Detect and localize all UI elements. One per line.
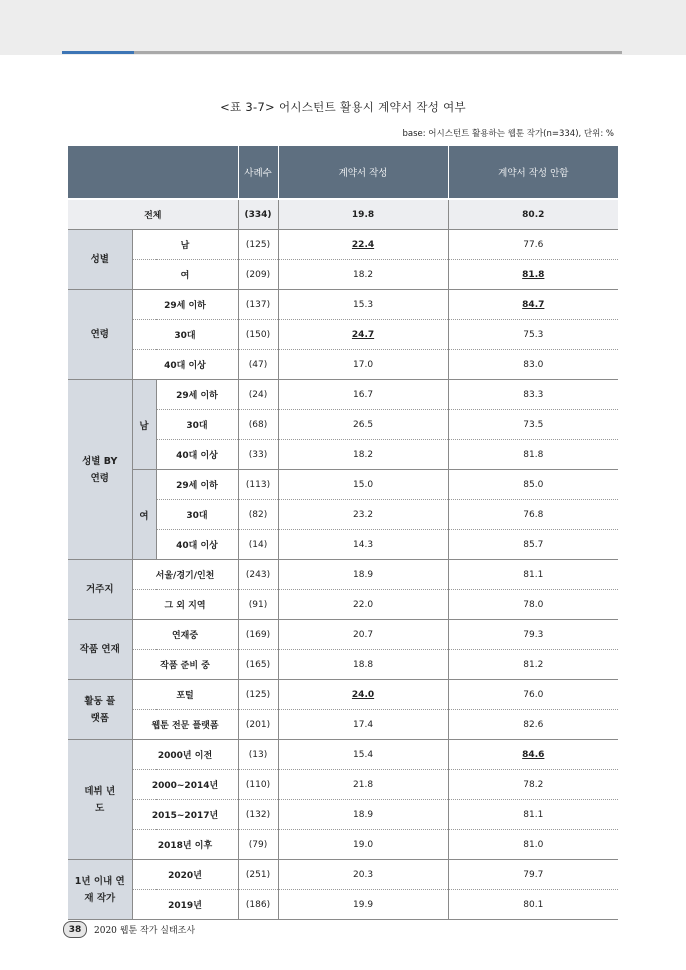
row-value-not-written: 79.7 — [448, 860, 618, 890]
table-title: <표 3-7> 어시스턴트 활용시 계약서 작성 여부 — [220, 100, 466, 114]
row-count: (47) — [238, 350, 278, 380]
row-label: 연재중 — [132, 620, 238, 650]
group-label-recent: 1년 이내 연재 작가 — [68, 860, 132, 920]
row-value-written: 24.7 — [351, 329, 375, 340]
row-label: 포털 — [132, 680, 238, 710]
page-header-band — [0, 0, 686, 55]
table-row — [68, 470, 618, 500]
row-value-not-written: 76.8 — [448, 500, 618, 530]
table-row — [68, 350, 618, 380]
row-value-not-written: 80.1 — [448, 890, 618, 920]
row-count: (13) — [238, 740, 278, 770]
row-value-not-written: 84.6 — [522, 749, 545, 760]
group-label-age: 연령 — [68, 290, 132, 380]
row-value-written: 21.8 — [278, 770, 448, 800]
row-label: 40대 이상 — [156, 530, 238, 560]
row-label: 30대 — [156, 410, 238, 440]
table-row — [68, 380, 618, 410]
row-label: 2015~2017년 — [132, 800, 238, 830]
row-value-not-written: 81.8 — [522, 269, 545, 280]
row-label: 작품 준비 중 — [132, 650, 238, 680]
row-count: (125) — [238, 680, 278, 710]
row-value-not-written: 77.6 — [448, 230, 618, 260]
row-value-not-written: 75.3 — [448, 320, 618, 350]
row-value-written: 15.3 — [278, 290, 448, 320]
table-row — [68, 710, 618, 740]
row-label: 29세 이하 — [132, 290, 238, 320]
row-label: 남 — [132, 230, 238, 260]
row-label: 서울/경기/인천 — [132, 560, 238, 590]
row-value-written: 20.7 — [278, 620, 448, 650]
group-label-serial: 작품 연재 — [68, 620, 132, 680]
table-row — [68, 590, 618, 620]
row-value-written: 15.4 — [278, 740, 448, 770]
row-value-written: 24.0 — [351, 689, 375, 700]
row-value-written: 18.9 — [278, 560, 448, 590]
header-contract-written: 계약서 작성 — [278, 146, 448, 198]
row-count: (68) — [238, 410, 278, 440]
footer-publication-title: 2020 웹툰 작가 실태조사 — [94, 926, 196, 936]
row-value-written: 15.0 — [278, 470, 448, 500]
row-value-written: 17.4 — [278, 710, 448, 740]
row-count: (82) — [238, 500, 278, 530]
row-value-written: 23.2 — [278, 500, 448, 530]
row-label: 29세 이하 — [156, 380, 238, 410]
table-row — [68, 320, 618, 350]
row-value-written: 19.8 — [278, 200, 448, 230]
subgroup-label-male: 남 — [132, 380, 156, 470]
row-value-not-written: 84.7 — [522, 299, 545, 310]
row-count: (110) — [238, 770, 278, 800]
row-value-not-written: 83.0 — [448, 350, 618, 380]
row-count: (243) — [238, 560, 278, 590]
group-label-gender: 성별 — [68, 230, 132, 290]
row-label: 29세 이하 — [156, 470, 238, 500]
row-label: 전체 — [68, 200, 238, 230]
row-value-not-written: 76.0 — [448, 680, 618, 710]
row-count: (33) — [238, 440, 278, 470]
row-value-not-written: 79.3 — [448, 620, 618, 650]
table-row — [68, 260, 618, 290]
row-count: (201) — [238, 710, 278, 740]
row-value-written: 18.2 — [278, 260, 448, 290]
header-rule — [62, 51, 622, 54]
table-row — [68, 770, 618, 800]
row-value-not-written: 78.2 — [448, 770, 618, 800]
table-row — [68, 890, 618, 920]
row-value-not-written: 73.5 — [448, 410, 618, 440]
row-count: (137) — [238, 290, 278, 320]
row-count: (169) — [238, 620, 278, 650]
row-count: (113) — [238, 470, 278, 500]
row-count: (79) — [238, 830, 278, 860]
row-label: 2000년 이전 — [132, 740, 238, 770]
header-rule-accent — [62, 51, 134, 54]
table-row — [68, 560, 618, 590]
row-label: 웹툰 전문 플랫폼 — [132, 710, 238, 740]
table-row — [68, 290, 618, 320]
base-note: base: 어시스턴트 활용하는 웹툰 작가(n=334), 단위: % — [402, 129, 614, 139]
table-row — [68, 740, 618, 770]
page-footer — [63, 922, 195, 937]
row-count: (14) — [238, 530, 278, 560]
row-count: (165) — [238, 650, 278, 680]
row-value-not-written: 81.8 — [448, 440, 618, 470]
row-label: 2019년 — [132, 890, 238, 920]
row-value-written: 22.0 — [278, 590, 448, 620]
row-value-not-written: 82.6 — [448, 710, 618, 740]
table-row-total — [68, 200, 618, 230]
row-value-not-written: 81.0 — [448, 830, 618, 860]
row-count: (334) — [238, 200, 278, 230]
header-count: 사례수 — [238, 146, 278, 198]
table-header-row — [68, 146, 618, 198]
row-count: (91) — [238, 590, 278, 620]
header-blank — [68, 146, 238, 198]
row-label: 40대 이상 — [132, 350, 238, 380]
row-label: 2020년 — [132, 860, 238, 890]
row-label: 30대 — [132, 320, 238, 350]
row-value-written: 22.4 — [351, 239, 375, 250]
row-value-not-written: 80.2 — [448, 200, 618, 230]
row-value-not-written: 83.3 — [448, 380, 618, 410]
group-label-gender-by-age: 성별 BY 연령 — [68, 380, 132, 560]
row-value-not-written: 78.0 — [448, 590, 618, 620]
row-value-written: 14.3 — [278, 530, 448, 560]
table-row — [68, 800, 618, 830]
header-contract-not-written: 계약서 작성 안함 — [448, 146, 618, 198]
row-value-written: 26.5 — [278, 410, 448, 440]
row-value-not-written: 81.2 — [448, 650, 618, 680]
subgroup-label-female: 여 — [132, 470, 156, 560]
row-count: (150) — [238, 320, 278, 350]
page-number: 38 — [63, 921, 87, 938]
row-count: (209) — [238, 260, 278, 290]
group-label-debut: 데뷔 년도 — [68, 740, 132, 860]
row-count: (132) — [238, 800, 278, 830]
row-label: 2018년 이후 — [132, 830, 238, 860]
row-count: (251) — [238, 860, 278, 890]
row-value-not-written: 85.0 — [448, 470, 618, 500]
row-label: 여 — [132, 260, 238, 290]
row-value-not-written: 81.1 — [448, 560, 618, 590]
row-value-written: 20.3 — [278, 860, 448, 890]
group-label-platform: 활동 플랫폼 — [68, 680, 132, 740]
row-value-written: 18.9 — [278, 800, 448, 830]
group-label-residence: 거주지 — [68, 560, 132, 620]
row-value-not-written: 85.7 — [448, 530, 618, 560]
row-label: 40대 이상 — [156, 440, 238, 470]
row-label: 그 외 지역 — [132, 590, 238, 620]
survey-table — [68, 146, 618, 920]
table-row — [68, 830, 618, 860]
row-count: (24) — [238, 380, 278, 410]
row-value-written: 17.0 — [278, 350, 448, 380]
row-count: (125) — [238, 230, 278, 260]
row-value-written: 18.2 — [278, 440, 448, 470]
row-value-written: 16.7 — [278, 380, 448, 410]
row-label: 30대 — [156, 500, 238, 530]
row-value-written: 19.9 — [278, 890, 448, 920]
row-value-written: 19.0 — [278, 830, 448, 860]
table-row — [68, 230, 618, 260]
table-row — [68, 620, 618, 650]
row-value-written: 18.8 — [278, 650, 448, 680]
table-row — [68, 650, 618, 680]
row-label: 2000~2014년 — [132, 770, 238, 800]
table-row — [68, 680, 618, 710]
row-count: (186) — [238, 890, 278, 920]
table-row — [68, 860, 618, 890]
row-value-not-written: 81.1 — [448, 800, 618, 830]
